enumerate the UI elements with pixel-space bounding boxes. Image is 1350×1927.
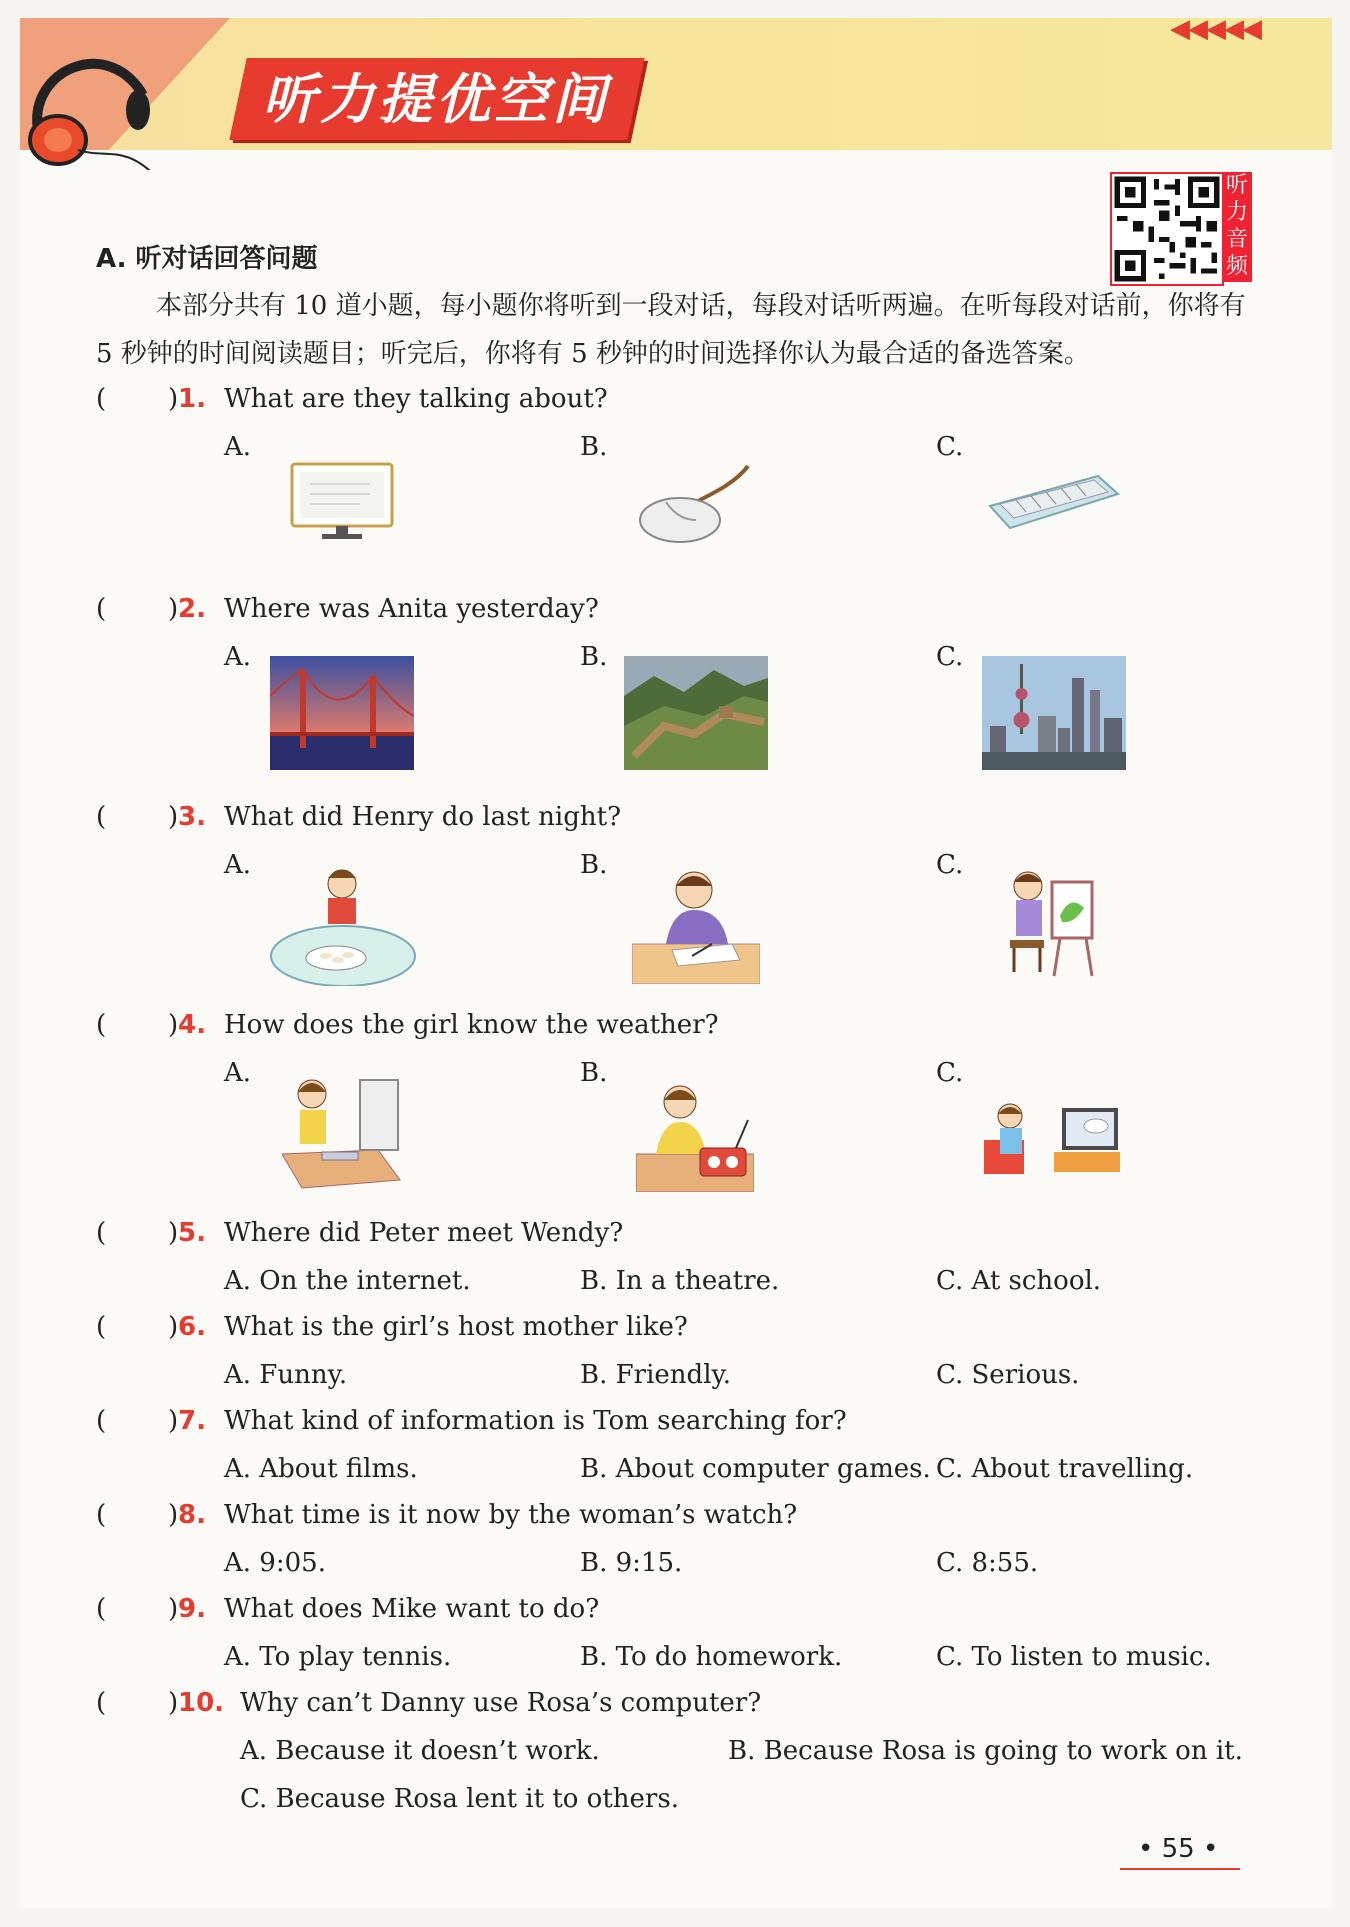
answer-paren-close: ) — [168, 384, 179, 414]
answer-paren-open[interactable]: ( — [96, 1500, 107, 1530]
option-c[interactable]: C. — [936, 1058, 964, 1088]
question-number: 1. — [178, 384, 206, 414]
option-c[interactable]: C. Serious. — [936, 1360, 1080, 1390]
section-title: A. 听对话回答问题 — [96, 244, 318, 274]
option-b[interactable]: B. — [580, 432, 608, 462]
girl-at-computer-image[interactable] — [282, 1070, 402, 1192]
header-banner — [20, 18, 1332, 150]
answer-paren-close: ) — [168, 1500, 179, 1530]
option-b[interactable]: B. — [580, 850, 608, 880]
question-number: 3. — [178, 802, 206, 832]
option-b[interactable]: B. — [580, 642, 608, 672]
question-number: 6. — [178, 1312, 206, 1342]
question-text: What is the girl’s host mother like? — [224, 1312, 688, 1342]
option-c[interactable]: C. About travelling. — [936, 1454, 1194, 1484]
answer-paren-open[interactable]: ( — [96, 1312, 107, 1342]
question-number: 7. — [178, 1406, 206, 1436]
headphones-icon — [18, 40, 178, 170]
option-c[interactable]: C. At school. — [936, 1266, 1102, 1296]
boy-making-dumplings-image[interactable] — [270, 862, 416, 986]
question-text: Why can’t Danny use Rosa’s computer? — [240, 1688, 762, 1718]
page-title: 听力提优空间 — [262, 68, 610, 131]
boy-painting-image[interactable] — [1000, 864, 1096, 984]
answer-paren-open[interactable]: ( — [96, 1688, 107, 1718]
answer-paren-open[interactable]: ( — [96, 1010, 107, 1040]
question-text: Where did Peter meet Wendy? — [224, 1218, 624, 1248]
page-number-underline — [1120, 1868, 1240, 1870]
answer-paren-close: ) — [168, 594, 179, 624]
option-b[interactable]: B. To do homework. — [580, 1642, 843, 1672]
golden-gate-bridge-image[interactable] — [270, 656, 414, 770]
answer-paren-close: ) — [168, 1594, 179, 1624]
qr-label: 听力音频 — [1222, 172, 1252, 282]
option-c[interactable]: C. 8:55. — [936, 1548, 1039, 1578]
option-b[interactable]: B. Friendly. — [580, 1360, 732, 1390]
option-c[interactable]: C. Because Rosa lent it to others. — [240, 1784, 679, 1814]
girl-watching-tv-image[interactable] — [984, 1100, 1120, 1174]
option-a[interactable]: A. Because it doesn’t work. — [240, 1736, 600, 1766]
option-a[interactable]: A. On the internet. — [224, 1266, 471, 1296]
shanghai-skyline-image[interactable] — [982, 656, 1126, 770]
option-a[interactable]: A. About films. — [224, 1454, 418, 1484]
option-a[interactable]: A. To play tennis. — [224, 1642, 452, 1672]
option-a[interactable]: A. Funny. — [224, 1360, 348, 1390]
answer-paren-open[interactable]: ( — [96, 1594, 107, 1624]
answer-paren-close: ) — [168, 1010, 179, 1040]
computer-monitor-image[interactable] — [290, 462, 394, 542]
answer-paren-close: ) — [168, 1312, 179, 1342]
question-text: What kind of information is Tom searching for? — [224, 1406, 847, 1436]
question-number: 9. — [178, 1594, 206, 1624]
girl-with-radio-image[interactable] — [636, 1080, 754, 1192]
question-number: 8. — [178, 1500, 206, 1530]
option-b[interactable]: B. Because Rosa is going to work on it. — [728, 1736, 1243, 1766]
option-c[interactable]: C. — [936, 642, 964, 672]
instructions: 本部分共有 10 道小题，每小题你将听到一段对话，每段对话听两遍。在听每段对话前，你将有 5 秒钟的时间阅读题目；听完后，你将有 5 秒钟的时间选择你认为最合适的备选答案。 — [96, 291, 1246, 369]
answer-paren-open[interactable]: ( — [96, 594, 107, 624]
option-b[interactable]: B. About computer games. — [580, 1454, 931, 1484]
question-number: 2. — [178, 594, 206, 624]
question-number: 10. — [178, 1688, 225, 1718]
option-c[interactable]: C. To listen to music. — [936, 1642, 1212, 1672]
question-text: What time is it now by the woman’s watch? — [224, 1500, 798, 1530]
option-c[interactable]: C. — [936, 432, 964, 462]
computer-mouse-image[interactable] — [636, 462, 756, 546]
option-a[interactable]: A. — [224, 1058, 252, 1088]
answer-paren-open[interactable]: ( — [96, 802, 107, 832]
question-text: Where was Anita yesterday? — [224, 594, 599, 624]
option-a[interactable]: A. — [224, 850, 252, 880]
arrow-decoration: ◀◀◀◀◀ — [1170, 14, 1260, 44]
answer-paren-close: ) — [168, 1218, 179, 1248]
question-number: 4. — [178, 1010, 206, 1040]
answer-paren-open[interactable]: ( — [96, 1406, 107, 1436]
question-text: What did Henry do last night? — [224, 802, 622, 832]
boy-writing-image[interactable] — [632, 864, 760, 984]
option-b[interactable]: B. In a theatre. — [580, 1266, 780, 1296]
answer-paren-close: ) — [168, 1688, 179, 1718]
qr-code-icon[interactable] — [1110, 172, 1224, 286]
answer-paren-open[interactable]: ( — [96, 384, 107, 414]
option-a[interactable]: A. — [224, 432, 252, 462]
option-b[interactable]: B. 9:15. — [580, 1548, 683, 1578]
question-text: What are they talking about? — [224, 384, 608, 414]
option-c[interactable]: C. — [936, 850, 964, 880]
keyboard-image[interactable] — [986, 472, 1122, 534]
great-wall-image[interactable] — [624, 656, 768, 770]
option-a[interactable]: A. — [224, 642, 252, 672]
answer-paren-close: ) — [168, 802, 179, 832]
question-text: What does Mike want to do? — [224, 1594, 600, 1624]
option-a[interactable]: A. 9:05. — [224, 1548, 326, 1578]
page-number: • 55 • — [1138, 1834, 1219, 1864]
question-text: How does the girl know the weather? — [224, 1010, 719, 1040]
answer-paren-close: ) — [168, 1406, 179, 1436]
answer-paren-open[interactable]: ( — [96, 1218, 107, 1248]
question-number: 5. — [178, 1218, 206, 1248]
option-b[interactable]: B. — [580, 1058, 608, 1088]
